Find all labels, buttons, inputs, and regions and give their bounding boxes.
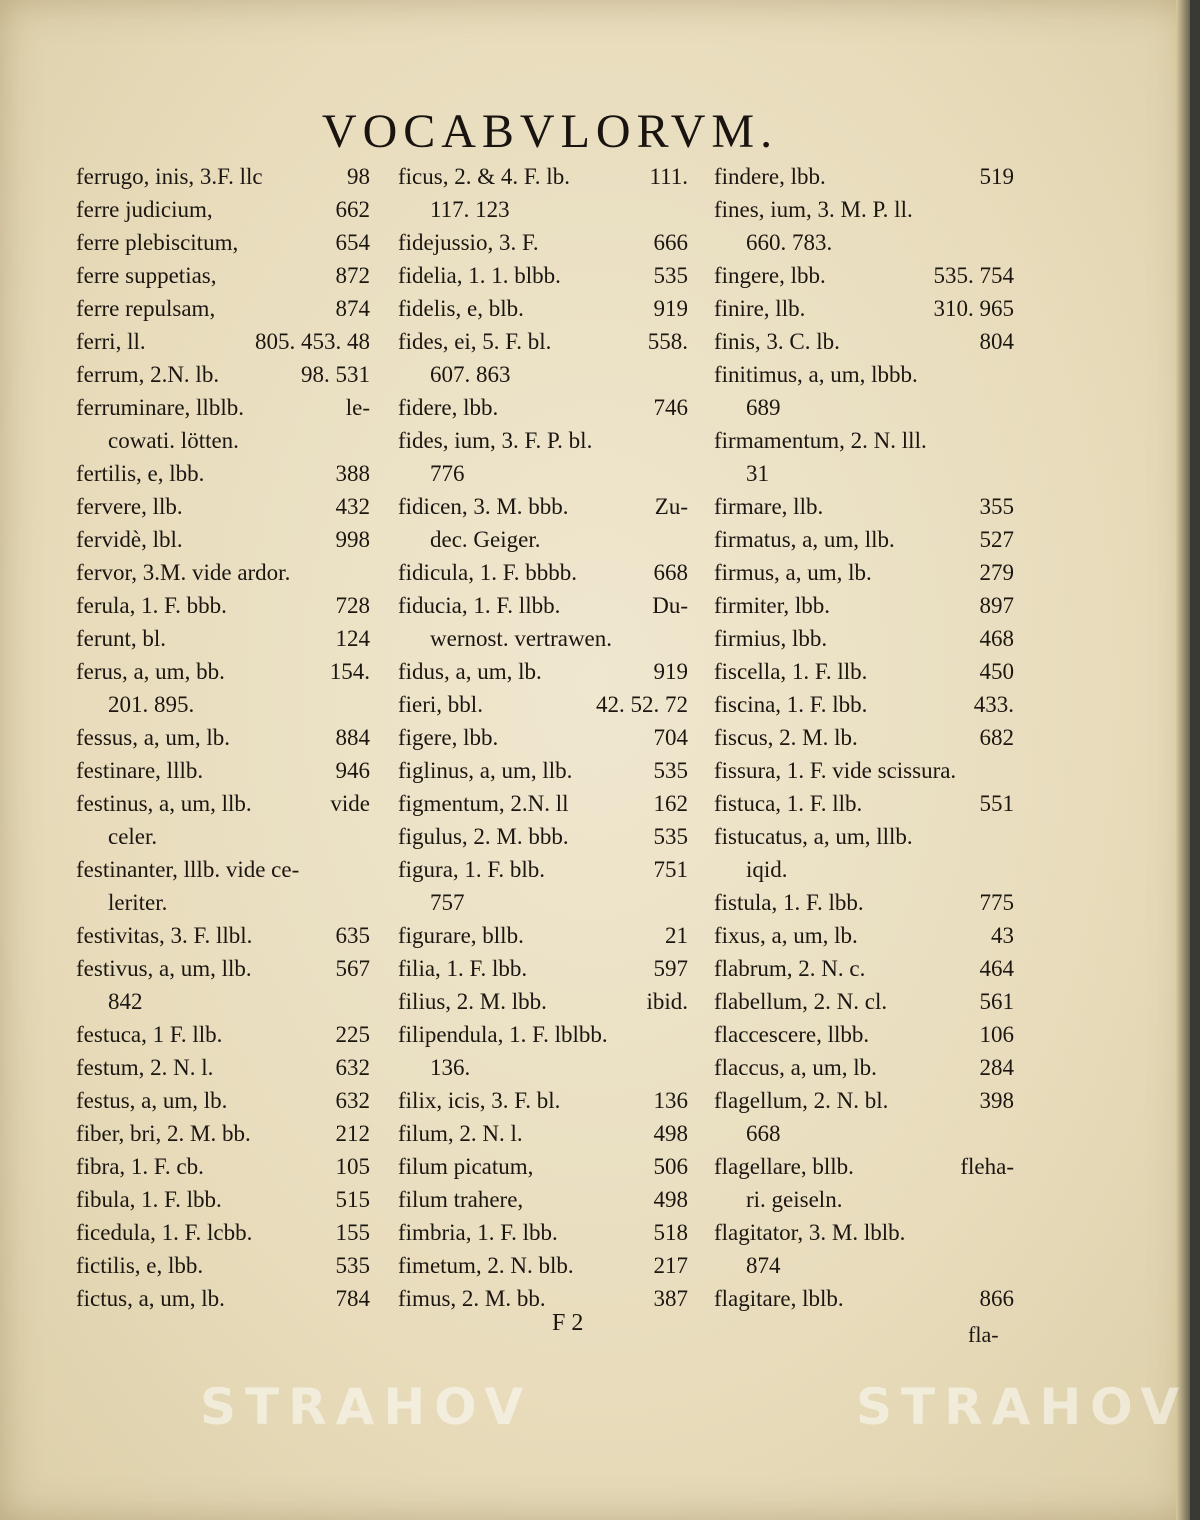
entry-lemma: 776 bbox=[430, 461, 465, 486]
dictionary-entry bbox=[714, 721, 1014, 754]
dictionary-entry bbox=[398, 457, 688, 490]
entry-page-ref: 498 bbox=[653, 1121, 688, 1146]
dictionary-entry bbox=[714, 1117, 1014, 1150]
entry-lemma: firmamentum, 2. N. lll. bbox=[714, 428, 927, 453]
dictionary-entry bbox=[76, 358, 370, 391]
dictionary-entry bbox=[398, 919, 688, 952]
entry-lemma: fimetum, 2. N. blb. bbox=[398, 1253, 574, 1278]
dictionary-entry bbox=[76, 391, 370, 424]
dictionary-entry bbox=[714, 754, 1014, 787]
entry-lemma: flabellum, 2. N. cl. bbox=[714, 989, 888, 1014]
entry-lemma: firmatus, a, um, llb. bbox=[714, 527, 895, 552]
entry-lemma: 117. 123 bbox=[430, 197, 510, 222]
entry-page-ref: 124 bbox=[335, 626, 370, 651]
entry-page-ref: 217 bbox=[653, 1253, 688, 1278]
watermark-right: STRAHOV bbox=[856, 1378, 1189, 1436]
dictionary-entry bbox=[398, 853, 688, 886]
entry-lemma: fidicen, 3. M. bbb. bbox=[398, 494, 569, 519]
dictionary-entry bbox=[714, 1282, 1014, 1315]
entry-lemma: flaccus, a, um, lb. bbox=[714, 1055, 877, 1080]
column-1 bbox=[76, 160, 370, 1315]
entry-page-ref: 558. bbox=[647, 329, 688, 354]
dictionary-entry bbox=[76, 1084, 370, 1117]
entry-page-ref: 111. bbox=[649, 164, 688, 189]
dictionary-entry bbox=[714, 787, 1014, 820]
dictionary-entry bbox=[76, 1018, 370, 1051]
dictionary-entry bbox=[714, 886, 1014, 919]
entry-lemma: filia, 1. F. lbb. bbox=[398, 956, 528, 981]
entry-lemma: figmentum, 2.N. ll bbox=[398, 791, 569, 816]
entry-lemma: festinanter, lllb. vide ce- bbox=[76, 857, 300, 882]
entry-lemma: fimbria, 1. F. lbb. bbox=[398, 1220, 558, 1245]
dictionary-entry bbox=[398, 160, 688, 193]
entry-lemma: fixus, a, um, lb. bbox=[714, 923, 858, 948]
entry-page-ref: 535. 754 bbox=[933, 263, 1014, 288]
entry-page-ref: 597 bbox=[653, 956, 688, 981]
entry-page-ref: 212 bbox=[335, 1121, 370, 1146]
dictionary-entry bbox=[76, 523, 370, 556]
dictionary-entry bbox=[398, 721, 688, 754]
entry-lemma: ferunt, bl. bbox=[76, 626, 167, 651]
dictionary-entry bbox=[76, 1282, 370, 1315]
dictionary-entry bbox=[76, 1150, 370, 1183]
entry-lemma: ferruminare, llblb. bbox=[76, 395, 244, 420]
entry-lemma: celer. bbox=[108, 824, 158, 849]
dictionary-entry bbox=[398, 259, 688, 292]
dictionary-entry bbox=[714, 424, 1014, 457]
entry-page-ref: 355 bbox=[979, 494, 1014, 519]
dictionary-entry bbox=[398, 1282, 688, 1315]
page-edge-shadow bbox=[1176, 0, 1190, 1520]
entry-lemma: flabrum, 2. N. c. bbox=[714, 956, 866, 981]
entry-page-ref: 518 bbox=[653, 1220, 688, 1245]
dictionary-entry bbox=[398, 490, 688, 523]
dictionary-entry bbox=[398, 1117, 688, 1150]
dictionary-entry bbox=[76, 457, 370, 490]
entry-page-ref: fleha- bbox=[960, 1154, 1014, 1179]
entry-lemma: filipendula, 1. F. lblbb. bbox=[398, 1022, 608, 1047]
entry-page-ref: 433. bbox=[973, 692, 1014, 717]
entry-lemma: festivus, a, um, llb. bbox=[76, 956, 252, 981]
watermark-left: STRAHOV bbox=[200, 1378, 533, 1436]
dictionary-entry bbox=[398, 523, 688, 556]
dictionary-entry bbox=[714, 1249, 1014, 1282]
entry-lemma: 136. bbox=[430, 1055, 471, 1080]
entry-lemma: fiscina, 1. F. lbb. bbox=[714, 692, 868, 717]
entry-lemma: fervidè, lbl. bbox=[76, 527, 183, 552]
entry-page-ref: 872 bbox=[335, 263, 370, 288]
entry-lemma: 607. 863 bbox=[430, 362, 511, 387]
entry-lemma: fibra, 1. F. cb. bbox=[76, 1154, 204, 1179]
dictionary-entry bbox=[398, 193, 688, 226]
column-3 bbox=[714, 160, 1014, 1315]
entry-page-ref: 884 bbox=[335, 725, 370, 750]
entry-lemma: ferri, ll. bbox=[76, 329, 146, 354]
entry-lemma: ferre suppetias, bbox=[76, 263, 217, 288]
dictionary-entry bbox=[398, 325, 688, 358]
dictionary-entry bbox=[398, 358, 688, 391]
dictionary-entry bbox=[76, 655, 370, 688]
entry-lemma: figura, 1. F. blb. bbox=[398, 857, 546, 882]
entry-page-ref: 154. bbox=[329, 659, 370, 684]
entry-lemma: fervere, llb. bbox=[76, 494, 183, 519]
column-2 bbox=[398, 160, 688, 1315]
entry-page-ref: 682 bbox=[979, 725, 1014, 750]
entry-lemma: festinare, lllb. bbox=[76, 758, 204, 783]
entry-page-ref: 398 bbox=[979, 1088, 1014, 1113]
entry-lemma: fingere, lbb. bbox=[714, 263, 826, 288]
entry-page-ref: 535 bbox=[335, 1253, 370, 1278]
dictionary-entry bbox=[714, 688, 1014, 721]
entry-lemma: cowati. lötten. bbox=[108, 428, 239, 453]
dictionary-entry bbox=[714, 985, 1014, 1018]
dictionary-entry bbox=[398, 292, 688, 325]
dictionary-entry bbox=[76, 853, 370, 886]
entry-page-ref: 527 bbox=[979, 527, 1014, 552]
entry-page-ref: 946 bbox=[335, 758, 370, 783]
dictionary-entry bbox=[714, 655, 1014, 688]
entry-page-ref: 666 bbox=[653, 230, 688, 255]
entry-page-ref: 632 bbox=[335, 1088, 370, 1113]
entry-lemma: fides, ium, 3. F. P. bl. bbox=[398, 428, 593, 453]
entry-lemma: fines, ium, 3. M. P. ll. bbox=[714, 197, 913, 222]
dictionary-entry bbox=[76, 589, 370, 622]
dictionary-entry bbox=[398, 1084, 688, 1117]
entry-page-ref: 506 bbox=[653, 1154, 688, 1179]
entry-lemma: firmiter, lbb. bbox=[714, 593, 830, 618]
entry-page-ref: Zu- bbox=[654, 494, 688, 519]
entry-lemma: flagellum, 2. N. bl. bbox=[714, 1088, 889, 1113]
dictionary-entry bbox=[714, 1183, 1014, 1216]
dictionary-entry bbox=[76, 226, 370, 259]
entry-lemma: 842 bbox=[108, 989, 143, 1014]
entry-page-ref: ibid. bbox=[646, 989, 688, 1014]
entry-lemma: flagitare, lblb. bbox=[714, 1286, 844, 1311]
entry-lemma: fictus, a, um, lb. bbox=[76, 1286, 225, 1311]
entry-page-ref: 535 bbox=[653, 824, 688, 849]
dictionary-entry bbox=[714, 457, 1014, 490]
entry-page-ref: 919 bbox=[653, 659, 688, 684]
dictionary-entry bbox=[76, 622, 370, 655]
entry-lemma: fidus, a, um, lb. bbox=[398, 659, 542, 684]
entry-page-ref: 105 bbox=[335, 1154, 370, 1179]
entry-lemma: fissura, 1. F. vide scissura. bbox=[714, 758, 957, 783]
entry-page-ref: 310. 965 bbox=[933, 296, 1014, 321]
entry-lemma: ficedula, 1. F. lcbb. bbox=[76, 1220, 253, 1245]
page-heading: VOCABVLORVM. bbox=[321, 105, 779, 158]
dictionary-entry bbox=[714, 622, 1014, 655]
entry-lemma: fidere, lbb. bbox=[398, 395, 499, 420]
catchword: fla- bbox=[968, 1322, 999, 1347]
dictionary-entry bbox=[76, 886, 370, 919]
dictionary-entry bbox=[76, 292, 370, 325]
dictionary-entry bbox=[714, 1018, 1014, 1051]
entry-lemma: filum picatum, bbox=[398, 1154, 534, 1179]
entry-lemma: finitimus, a, um, lbbb. bbox=[714, 362, 918, 387]
entry-lemma: fervor, 3.M. vide ardor. bbox=[76, 560, 291, 585]
dictionary-entry bbox=[76, 193, 370, 226]
entry-lemma: fiber, bri, 2. M. bb. bbox=[76, 1121, 251, 1146]
dictionary-entry bbox=[398, 1216, 688, 1249]
entry-page-ref: 515 bbox=[335, 1187, 370, 1212]
entry-lemma: finis, 3. C. lb. bbox=[714, 329, 840, 354]
entry-page-ref: 668 bbox=[653, 560, 688, 585]
entry-page-ref: 662 bbox=[335, 197, 370, 222]
dictionary-entry bbox=[76, 721, 370, 754]
entry-lemma: ferus, a, um, bb. bbox=[76, 659, 225, 684]
dictionary-entry bbox=[714, 490, 1014, 523]
entry-page-ref: 98 bbox=[347, 164, 370, 189]
dictionary-entry bbox=[76, 160, 370, 193]
dictionary-entry bbox=[714, 1216, 1014, 1249]
dictionary-entry bbox=[714, 556, 1014, 589]
dictionary-entry bbox=[398, 985, 688, 1018]
dictionary-entry bbox=[76, 490, 370, 523]
entry-page-ref: 805. 453. 48 bbox=[255, 329, 370, 354]
entry-page-ref: vide bbox=[330, 791, 370, 816]
dictionary-entry bbox=[714, 1051, 1014, 1084]
entry-lemma: ferre judicium, bbox=[76, 197, 213, 222]
dictionary-entry bbox=[714, 226, 1014, 259]
dictionary-entry bbox=[76, 820, 370, 853]
entry-lemma: fistucatus, a, um, lllb. bbox=[714, 824, 913, 849]
dictionary-entry bbox=[398, 391, 688, 424]
dictionary-entry bbox=[714, 919, 1014, 952]
entry-page-ref: 897 bbox=[979, 593, 1014, 618]
entry-page-ref: 387 bbox=[653, 1286, 688, 1311]
entry-page-ref: 450 bbox=[979, 659, 1014, 684]
entry-lemma: 660. 783. bbox=[746, 230, 833, 255]
dictionary-entry bbox=[714, 589, 1014, 622]
entry-lemma: 201. 895. bbox=[108, 692, 195, 717]
entry-lemma: figurare, bllb. bbox=[398, 923, 524, 948]
entry-page-ref: 464 bbox=[979, 956, 1014, 981]
dictionary-entry bbox=[398, 886, 688, 919]
entry-page-ref: 432 bbox=[335, 494, 370, 519]
dictionary-entry bbox=[398, 688, 688, 721]
dictionary-entry bbox=[398, 754, 688, 787]
entry-lemma: 668 bbox=[746, 1121, 781, 1146]
entry-page-ref: 654 bbox=[335, 230, 370, 255]
entry-lemma: fidejussio, 3. F. bbox=[398, 230, 539, 255]
entry-page-ref: 919 bbox=[653, 296, 688, 321]
entry-lemma: fertilis, e, lbb. bbox=[76, 461, 205, 486]
entry-lemma: leriter. bbox=[108, 890, 168, 915]
dictionary-entry bbox=[76, 1183, 370, 1216]
entry-lemma: fidicula, 1. F. bbbb. bbox=[398, 560, 577, 585]
dictionary-entry bbox=[398, 556, 688, 589]
entry-page-ref: 775 bbox=[979, 890, 1014, 915]
signature-mark: F 2 bbox=[552, 1310, 584, 1336]
dictionary-entry bbox=[714, 820, 1014, 853]
entry-page-ref: 567 bbox=[335, 956, 370, 981]
entry-lemma: dec. Geiger. bbox=[430, 527, 541, 552]
entry-page-ref: 225 bbox=[335, 1022, 370, 1047]
entry-lemma: fistula, 1. F. lbb. bbox=[714, 890, 864, 915]
entry-lemma: fimus, 2. M. bb. bbox=[398, 1286, 546, 1311]
entry-lemma: fictilis, e, lbb. bbox=[76, 1253, 204, 1278]
dictionary-entry bbox=[76, 259, 370, 292]
entry-page-ref: Du- bbox=[652, 593, 688, 618]
entry-lemma: findere, lbb. bbox=[714, 164, 826, 189]
dictionary-entry bbox=[714, 952, 1014, 985]
entry-lemma: 31 bbox=[746, 461, 769, 486]
entry-lemma: festus, a, um, lb. bbox=[76, 1088, 228, 1113]
dictionary-entry bbox=[76, 1216, 370, 1249]
entry-page-ref: 704 bbox=[653, 725, 688, 750]
entry-lemma: ri. geiseln. bbox=[746, 1187, 843, 1212]
dictionary-entry bbox=[398, 589, 688, 622]
entry-page-ref: 21 bbox=[665, 923, 688, 948]
entry-page-ref: 751 bbox=[653, 857, 688, 882]
dictionary-entry bbox=[714, 391, 1014, 424]
entry-lemma: firmius, lbb. bbox=[714, 626, 828, 651]
entry-page-ref: 635 bbox=[335, 923, 370, 948]
dictionary-entry bbox=[76, 556, 370, 589]
entry-lemma: festivitas, 3. F. llbl. bbox=[76, 923, 253, 948]
entry-page-ref: 136 bbox=[653, 1088, 688, 1113]
dictionary-entry bbox=[714, 292, 1014, 325]
entry-lemma: wernost. vertrawen. bbox=[430, 626, 613, 651]
entry-lemma: ferre plebiscitum, bbox=[76, 230, 239, 255]
entry-lemma: fides, ei, 5. F. bl. bbox=[398, 329, 552, 354]
entry-page-ref: 632 bbox=[335, 1055, 370, 1080]
dictionary-entry bbox=[714, 853, 1014, 886]
entry-lemma: fistuca, 1. F. llb. bbox=[714, 791, 863, 816]
entry-lemma: 874 bbox=[746, 1253, 781, 1278]
entry-lemma: finire, llb. bbox=[714, 296, 806, 321]
dictionary-entry bbox=[714, 1084, 1014, 1117]
entry-lemma: filix, icis, 3. F. bl. bbox=[398, 1088, 561, 1113]
entry-lemma: flaccescere, llbb. bbox=[714, 1022, 870, 1047]
entry-lemma: figulus, 2. M. bbb. bbox=[398, 824, 569, 849]
dictionary-entry bbox=[76, 919, 370, 952]
entry-lemma: flagitator, 3. M. lblb. bbox=[714, 1220, 906, 1245]
entry-page-ref: 784 bbox=[335, 1286, 370, 1311]
dictionary-entry bbox=[76, 787, 370, 820]
entry-page-ref: 98. 531 bbox=[301, 362, 370, 387]
entry-lemma: ferrugo, inis, 3.F. llc bbox=[76, 164, 263, 189]
entry-page-ref: 746 bbox=[653, 395, 688, 420]
dictionary-entry bbox=[398, 1183, 688, 1216]
entry-lemma: fibula, 1. F. lbb. bbox=[76, 1187, 222, 1212]
entry-lemma: fessus, a, um, lb. bbox=[76, 725, 230, 750]
entry-lemma: festuca, 1 F. llb. bbox=[76, 1022, 223, 1047]
dictionary-entry bbox=[76, 754, 370, 787]
entry-page-ref: 551 bbox=[979, 791, 1014, 816]
entry-lemma: ficus, 2. & 4. F. lb. bbox=[398, 164, 570, 189]
dictionary-entry bbox=[398, 1018, 688, 1051]
entry-lemma: fiscella, 1. F. llb. bbox=[714, 659, 868, 684]
dictionary-entry bbox=[398, 952, 688, 985]
entry-lemma: fieri, bbl. bbox=[398, 692, 483, 717]
entry-lemma: ferrum, 2.N. lb. bbox=[76, 362, 220, 387]
entry-lemma: iqid. bbox=[746, 857, 788, 882]
dictionary-entry bbox=[76, 985, 370, 1018]
entry-lemma: figlinus, a, um, llb. bbox=[398, 758, 573, 783]
entry-page-ref: 519 bbox=[979, 164, 1014, 189]
dictionary-entry bbox=[76, 424, 370, 457]
entry-page-ref: 498 bbox=[653, 1187, 688, 1212]
dictionary-entry bbox=[398, 1249, 688, 1282]
dictionary-entry bbox=[398, 424, 688, 457]
dictionary-entry bbox=[76, 688, 370, 721]
entry-page-ref: 106 bbox=[979, 1022, 1014, 1047]
entry-lemma: filius, 2. M. lbb. bbox=[398, 989, 547, 1014]
entry-page-ref: 535 bbox=[653, 758, 688, 783]
entry-lemma: fiducia, 1. F. llbb. bbox=[398, 593, 561, 618]
dictionary-entry bbox=[714, 523, 1014, 556]
entry-page-ref: 155 bbox=[335, 1220, 370, 1245]
entry-page-ref: le- bbox=[345, 395, 370, 420]
entry-lemma: 757 bbox=[430, 890, 465, 915]
entry-page-ref: 162 bbox=[653, 791, 688, 816]
entry-lemma: festum, 2. N. l. bbox=[76, 1055, 214, 1080]
entry-page-ref: 866 bbox=[979, 1286, 1014, 1311]
entry-page-ref: 468 bbox=[979, 626, 1014, 651]
entry-lemma: filum trahere, bbox=[398, 1187, 524, 1212]
dictionary-entry bbox=[398, 787, 688, 820]
entry-lemma: ferre repulsam, bbox=[76, 296, 216, 321]
entry-lemma: flagellare, bllb. bbox=[714, 1154, 854, 1179]
dictionary-entry bbox=[714, 1150, 1014, 1183]
entry-lemma: fidelia, 1. 1. blbb. bbox=[398, 263, 561, 288]
entry-page-ref: 535 bbox=[653, 263, 688, 288]
entry-page-ref: 279 bbox=[979, 560, 1014, 585]
entry-page-ref: 284 bbox=[979, 1055, 1014, 1080]
entry-page-ref: 42. 52. 72 bbox=[596, 692, 688, 717]
dictionary-entry bbox=[76, 1117, 370, 1150]
entry-lemma: fiscus, 2. M. lb. bbox=[714, 725, 858, 750]
dictionary-entry bbox=[714, 160, 1014, 193]
entry-page-ref: 728 bbox=[335, 593, 370, 618]
entry-lemma: 689 bbox=[746, 395, 781, 420]
dictionary-entry bbox=[398, 226, 688, 259]
dictionary-entry bbox=[76, 1249, 370, 1282]
dictionary-entry bbox=[76, 952, 370, 985]
dictionary-entry bbox=[398, 1051, 688, 1084]
dictionary-entry bbox=[714, 193, 1014, 226]
entry-lemma: ferula, 1. F. bbb. bbox=[76, 593, 227, 618]
entry-lemma: festinus, a, um, llb. bbox=[76, 791, 252, 816]
dictionary-entry bbox=[398, 655, 688, 688]
entry-page-ref: 43 bbox=[991, 923, 1014, 948]
entry-lemma: filum, 2. N. l. bbox=[398, 1121, 523, 1146]
entry-page-ref: 561 bbox=[979, 989, 1014, 1014]
entry-lemma: fidelis, e, blb. bbox=[398, 296, 524, 321]
entry-lemma: firmus, a, um, lb. bbox=[714, 560, 872, 585]
dictionary-entry bbox=[714, 259, 1014, 292]
dictionary-entry bbox=[398, 622, 688, 655]
entry-lemma: firmare, llb. bbox=[714, 494, 824, 519]
dictionary-entry bbox=[714, 325, 1014, 358]
entry-page-ref: 388 bbox=[335, 461, 370, 486]
dictionary-entry bbox=[76, 325, 370, 358]
dictionary-entry bbox=[714, 358, 1014, 391]
dictionary-entry bbox=[398, 820, 688, 853]
dictionary-entry bbox=[398, 1150, 688, 1183]
dictionary-entry bbox=[76, 1051, 370, 1084]
entry-lemma: figere, lbb. bbox=[398, 725, 499, 750]
entry-page-ref: 874 bbox=[335, 296, 370, 321]
entry-page-ref: 804 bbox=[979, 329, 1014, 354]
entry-page-ref: 998 bbox=[335, 527, 370, 552]
